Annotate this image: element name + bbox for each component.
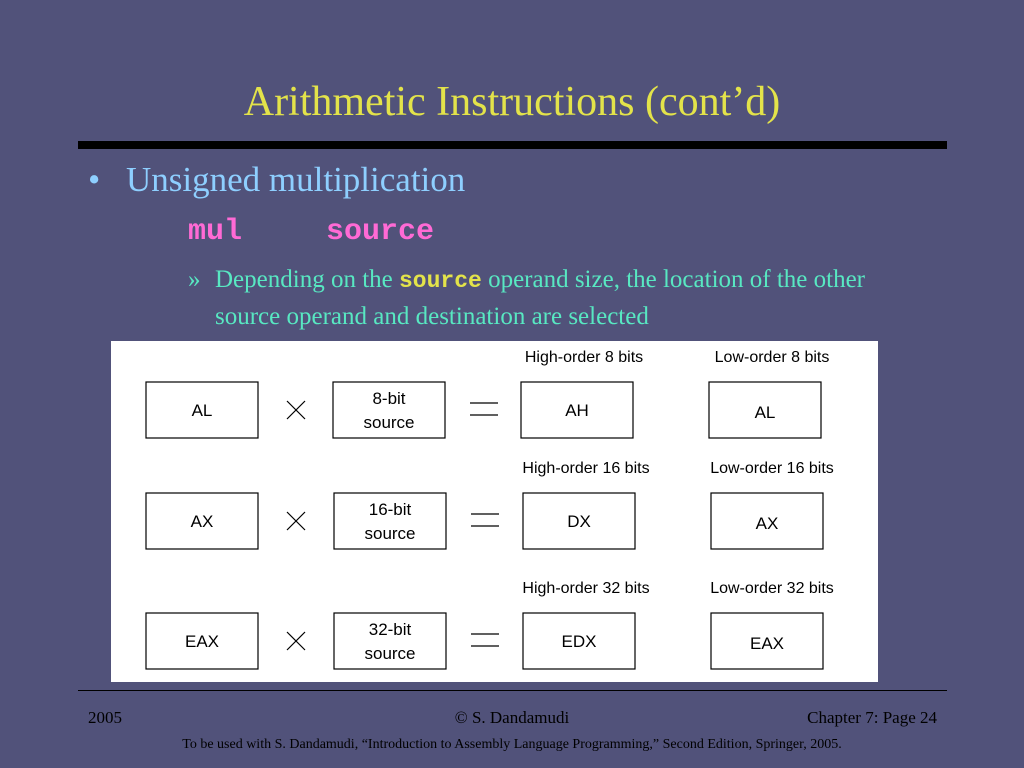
- sub-bullet-text-after: operand size, the location of the other source operand and destination are selected: [215, 266, 866, 330]
- instruction-operand: source: [326, 215, 435, 249]
- multiplication-diagram: [111, 341, 878, 682]
- source-word: source: [363, 413, 415, 432]
- sub-bullet-code: source: [398, 268, 482, 294]
- high-order-register: AH: [565, 401, 589, 420]
- footer-year: 2005: [88, 708, 122, 727]
- low-order-label: Low-order 32 bits: [710, 580, 834, 597]
- instruction-syntax: [188, 215, 434, 249]
- slide-title: Arithmetic Instructions (cont’d): [243, 79, 781, 125]
- low-order-register: EAX: [749, 634, 785, 653]
- multiplicand-register: AX: [190, 512, 214, 531]
- source-word: source: [364, 644, 416, 663]
- low-order-register: AX: [755, 514, 779, 533]
- high-order-label: High-order 16 bits: [522, 460, 650, 477]
- high-order-register: DX: [567, 512, 591, 531]
- source-size: 8-bit: [372, 389, 406, 408]
- diagram-row-16bit: [146, 460, 834, 549]
- footer-divider: [78, 690, 947, 691]
- source-size: 16-bit: [368, 500, 412, 519]
- main-bullet: [88, 160, 465, 200]
- sub-bullet-text-before: Depending on the: [215, 266, 399, 293]
- high-order-label: High-order 8 bits: [524, 349, 644, 366]
- multiplicand-register: EAX: [184, 632, 220, 651]
- source-size: 32-bit: [368, 620, 412, 639]
- diagram-canvas: [111, 341, 878, 682]
- sub-bullet-text: [215, 262, 928, 335]
- low-order-label: Low-order 16 bits: [710, 460, 834, 477]
- diagram-row-8bit: [146, 349, 829, 438]
- footer-author: © S. Dandamudi: [454, 708, 570, 727]
- footer-page-number: Chapter 7: Page 24: [807, 708, 937, 727]
- bullet-text: Unsigned multiplication: [126, 160, 466, 199]
- low-order-label: Low-order 8 bits: [714, 349, 830, 366]
- low-order-register: AL: [754, 403, 776, 422]
- footer-citation: To be used with S. Dandamudi, “Introduction to Assembly Language Programming,” Second Edition, Springer, 2005.: [182, 737, 842, 752]
- multiplicand-register: AL: [191, 401, 213, 420]
- high-order-register: EDX: [561, 632, 597, 651]
- bullet-marker: •: [88, 160, 101, 199]
- sub-bullet-marker: »: [188, 266, 201, 293]
- diagram-row-32bit: [146, 580, 834, 669]
- title-divider: [78, 141, 947, 149]
- high-order-label: High-order 32 bits: [522, 580, 650, 597]
- source-word: source: [364, 524, 416, 543]
- sub-bullet: [188, 262, 928, 335]
- instruction-mnemonic: mul: [188, 215, 243, 249]
